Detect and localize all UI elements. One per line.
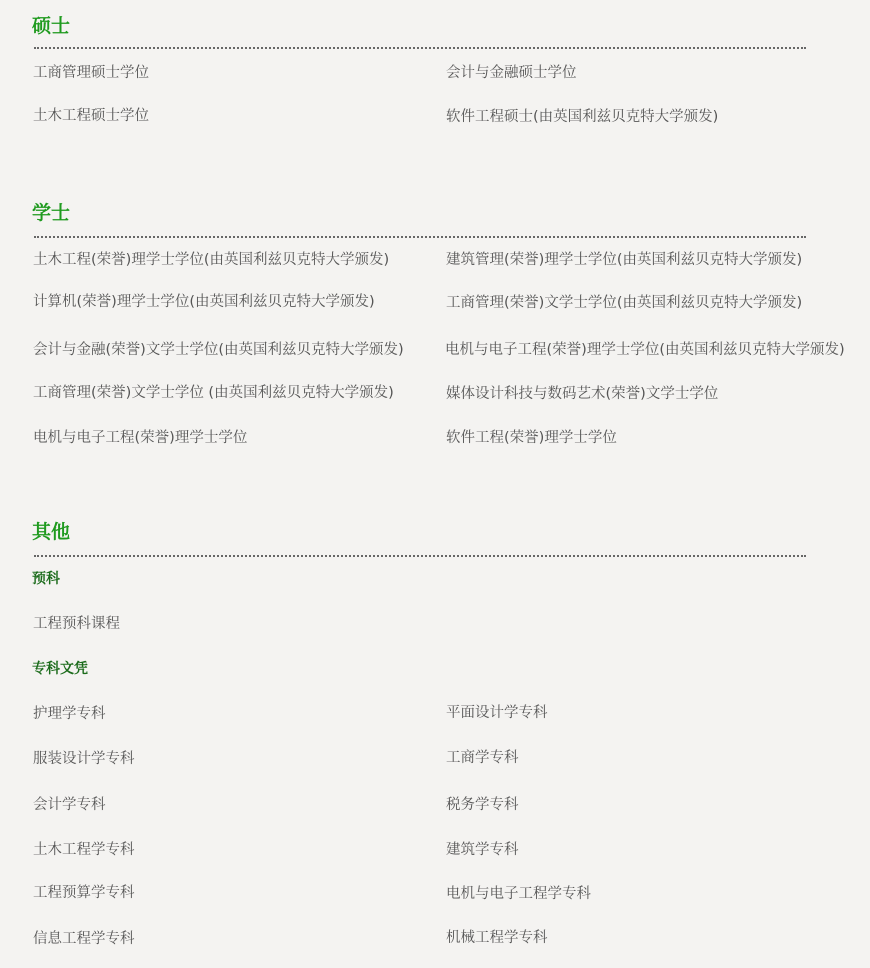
section-title-master: 硕士 xyxy=(32,15,71,37)
section-title-other: 其他 xyxy=(32,521,71,543)
program-link[interactable]: 工商学专科 xyxy=(446,750,519,766)
program-link[interactable]: 税务学专科 xyxy=(446,797,519,813)
program-link[interactable]: 计算机(荣誉)理学士学位(由英国利兹贝克特大学颁发) xyxy=(33,294,375,310)
program-link[interactable]: 机械工程学专科 xyxy=(446,930,548,946)
program-link[interactable]: 软件工程硕士(由英国利兹贝克特大学颁发) xyxy=(446,109,719,125)
program-link[interactable]: 会计与金融(荣誉)文学士学位(由英国利兹贝克特大学颁发) xyxy=(33,342,404,358)
program-link[interactable]: 工商管理硕士学位 xyxy=(33,65,149,81)
program-link[interactable]: 土木工程学专科 xyxy=(33,842,135,858)
program-link[interactable]: 电机与电子工程(荣誉)理学士学位 xyxy=(33,430,248,446)
program-link[interactable]: 护理学专科 xyxy=(33,706,106,722)
section-divider xyxy=(34,236,806,238)
program-link[interactable]: 会计与金融硕士学位 xyxy=(446,65,577,81)
program-link[interactable]: 会计学专科 xyxy=(33,797,106,813)
sub-heading-foundation: 预科 xyxy=(32,571,60,587)
sub-heading-diploma: 专科文凭 xyxy=(32,661,88,677)
program-link[interactable]: 建筑学专科 xyxy=(446,842,519,858)
program-link[interactable]: 信息工程学专科 xyxy=(33,931,135,947)
section-divider xyxy=(34,555,806,557)
program-link[interactable]: 服装设计学专科 xyxy=(33,751,135,767)
program-link[interactable]: 平面设计学专科 xyxy=(446,705,548,721)
program-link[interactable]: 建筑管理(荣誉)理学士学位(由英国利兹贝克特大学颁发) xyxy=(446,252,803,268)
program-link[interactable]: 工商管理(荣誉)文学士学位(由英国利兹贝克特大学颁发) xyxy=(446,295,803,311)
program-link[interactable]: 工商管理(荣誉)文学士学位 (由英国利兹贝克特大学颁发) xyxy=(33,385,394,401)
program-link[interactable]: 软件工程(荣誉)理学士学位 xyxy=(446,430,617,446)
program-link[interactable]: 工程预科课程 xyxy=(33,616,120,632)
program-link[interactable]: 电机与电子工程(荣誉)理学士学位(由英国利兹贝克特大学颁发) xyxy=(445,342,845,358)
program-link[interactable]: 土木工程硕士学位 xyxy=(33,108,149,124)
program-link[interactable]: 工程预算学专科 xyxy=(33,885,135,901)
program-link[interactable]: 电机与电子工程学专科 xyxy=(446,886,591,902)
section-title-bachelor: 学士 xyxy=(32,202,71,224)
section-divider xyxy=(34,47,806,49)
program-link[interactable]: 土木工程(荣誉)理学士学位(由英国利兹贝克特大学颁发) xyxy=(33,252,390,268)
program-link[interactable]: 媒体设计科技与数码艺术(荣誉)文学士学位 xyxy=(446,386,719,402)
